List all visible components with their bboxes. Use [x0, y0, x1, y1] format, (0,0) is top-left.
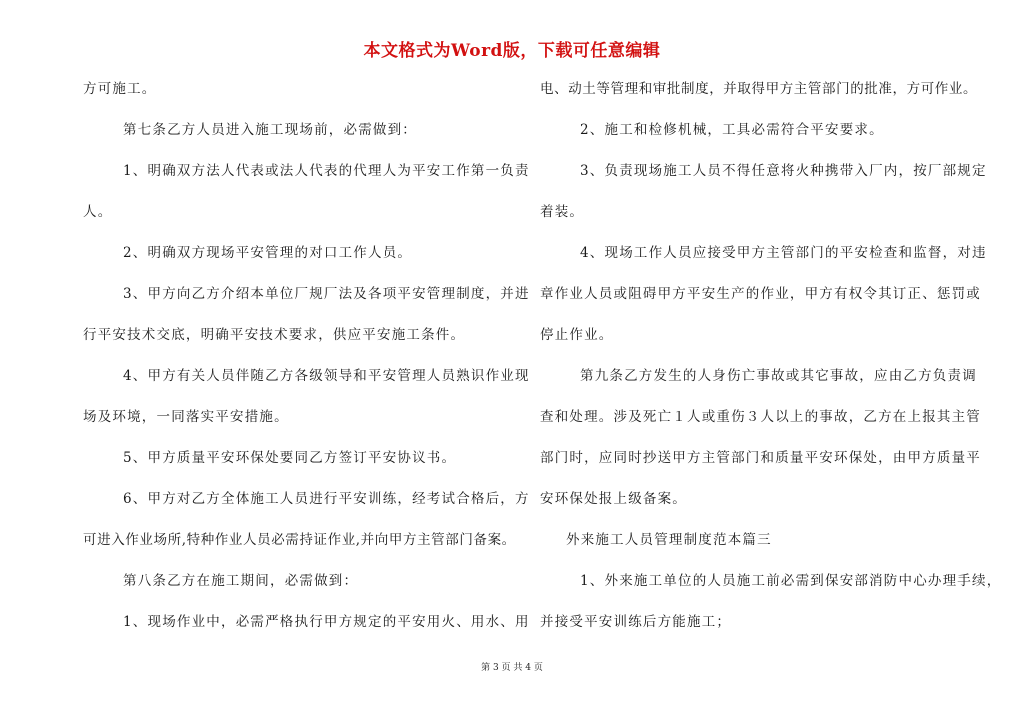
text-line: 并接受平安训练后方能施工； [540, 614, 732, 630]
text-line: 2、明确双方现场平安管理的对口工作人员。 [123, 245, 413, 261]
text-line: 1、外来施工单位的人员施工前必需到保安部消防中心办理手续， [580, 573, 1002, 589]
page-number-footer: 第 3 页 共 4 页 [481, 663, 543, 673]
text-line: 第八条乙方在施工期间，必需做到： [123, 573, 359, 589]
text-line: 查和处理。涉及死亡１人或重伤３人以上的事故，乙方在上报其主管 [540, 409, 981, 425]
text-line: 6、甲方对乙方全体施工人员进行平安训练，经考试合格后，方 [123, 491, 530, 507]
text-line: 第七条乙方人员进入施工现场前，必需做到： [123, 122, 417, 138]
text-line: 第九条乙方发生的人身伤亡事故或其它事故，应由乙方负责调 [580, 368, 977, 384]
text-line: 4、现场工作人员应接受甲方主管部门的平安检查和监督，对违 [580, 245, 987, 261]
text-line: 方可施工。 [83, 81, 157, 97]
text-line: 着装。 [540, 204, 585, 220]
text-line: 安环保处报上级备案。 [540, 491, 687, 507]
text-line: 行平安技术交底，明确平安技术要求，供应平安施工条件。 [83, 327, 466, 343]
text-line: 4、甲方有关人员伴随乙方各级领导和平安管理人员熟识作业现 [123, 368, 530, 384]
section-heading: 外来施工人员管理制度范本篇三 [566, 532, 772, 548]
text-line: 5、甲方质量平安环保处要同乙方签订平安协议书。 [123, 450, 457, 466]
text-line: 1、明确双方法人代表或法人代表的代理人为平安工作第一负责 [123, 163, 530, 179]
text-line: 1、现场作业中，必需严格执行甲方规定的平安用火、用水、用 [123, 614, 530, 630]
text-line: 3、负责现场施工人员不得任意将火种携带入厂内，按厂部规定 [580, 163, 987, 179]
text-line: 停止作业。 [540, 327, 614, 343]
format-notice-banner: 本文格式为Word版，下载可任意编辑 [363, 41, 661, 61]
text-line: 3、甲方向乙方介绍本单位厂规厂法及各项平安管理制度，并进 [123, 286, 530, 302]
text-line: 人。 [83, 204, 113, 220]
text-line: 电、动土等管理和审批制度，并取得甲方主管部门的批准，方可作业。 [540, 81, 978, 97]
text-line: 场及环境，一同落实平安措施。 [83, 409, 289, 425]
text-line: 2、施工和检修机械，工具必需符合平安要求。 [580, 122, 884, 138]
text-line: 章作业人员或阻碍甲方平安生产的作业，甲方有权令其订正、惩罚或 [540, 286, 981, 302]
text-line: 可进入作业场所,特种作业人员必需持证作业,并向甲方主管部门备案。 [83, 532, 516, 548]
text-line: 部门时，应同时抄送甲方主管部门和质量平安环保处，由甲方质量平 [540, 450, 981, 466]
